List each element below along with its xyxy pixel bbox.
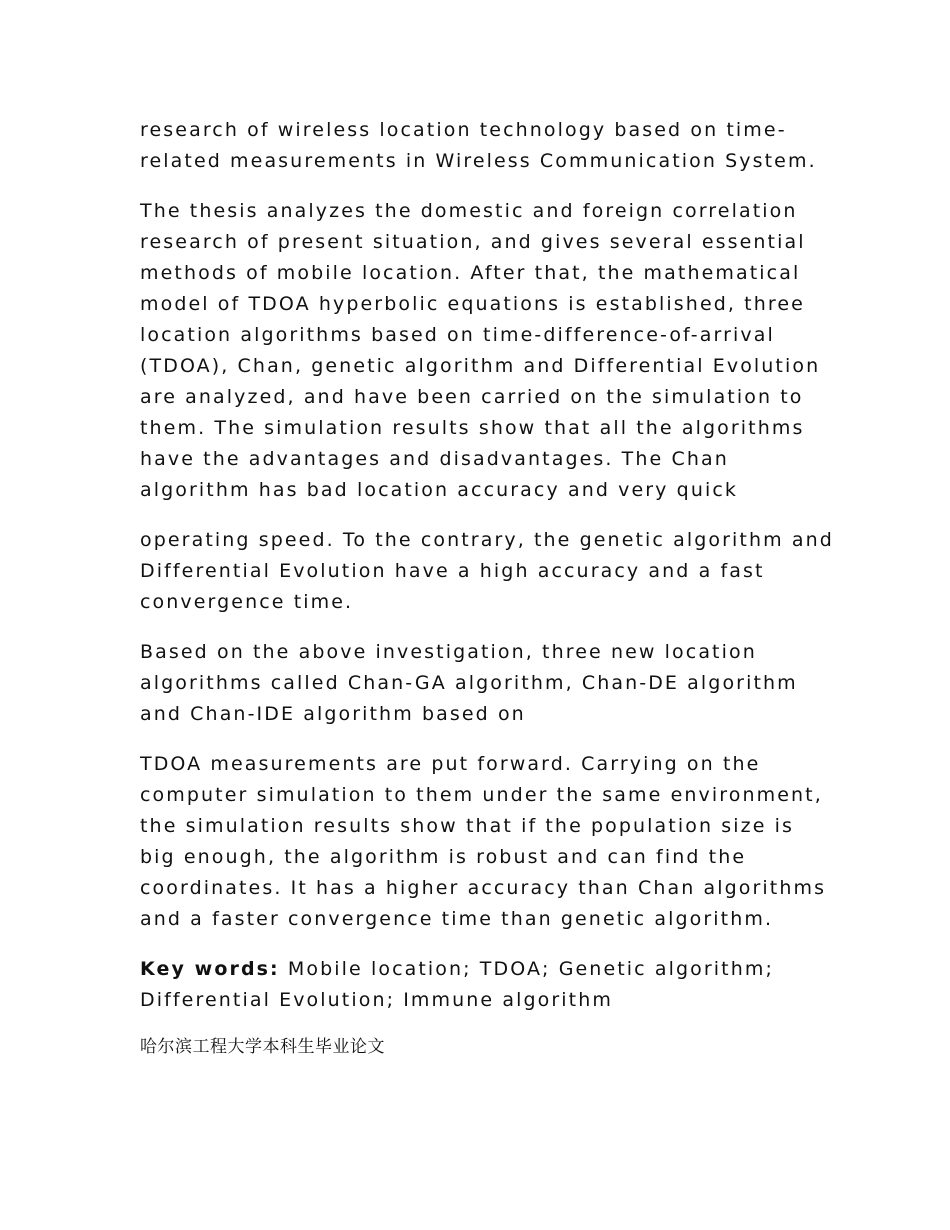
text-line: and Chan-IDE algorithm based on bbox=[140, 703, 526, 725]
text-line: coordinates. It has a higher accuracy than Chan algorithms bbox=[140, 877, 827, 899]
keywords-text: Differential Evolution; Immune algorithm bbox=[140, 989, 613, 1011]
keywords-text: Mobile location; TDOA; Genetic algorithm; bbox=[279, 958, 774, 980]
text-line: research of wireless location technology based on time- bbox=[140, 119, 787, 141]
page-content bbox=[140, 115, 834, 1059]
paragraph-4 bbox=[140, 637, 830, 730]
university-footer: 哈尔滨工程大学本科生毕业论文 bbox=[140, 1037, 385, 1057]
text-line: and a faster convergence time than genetic algorithm. bbox=[140, 908, 774, 930]
text-line: have the advantages and disadvantages. The Chan bbox=[140, 448, 729, 470]
text-line: operating speed. To the contrary, the genetic algorithm and bbox=[140, 529, 834, 551]
keywords-label: Key words: bbox=[140, 958, 280, 980]
paragraph-5 bbox=[140, 749, 830, 935]
text-line: research of present situation, and gives several essential bbox=[140, 231, 806, 253]
text-line: are analyzed, and have been carried on the simulation to bbox=[140, 386, 804, 408]
text-line: The thesis analyzes the domestic and foreign correlation bbox=[140, 200, 798, 222]
text-line: model of TDOA hyperbolic equations is established, three bbox=[140, 293, 805, 315]
text-line: (TDOA), Chan, genetic algorithm and Differential Evolution bbox=[140, 355, 821, 377]
keywords-line bbox=[140, 954, 830, 985]
text-line: them. The simulation results show that all the algorithms bbox=[140, 417, 805, 439]
text-line: location algorithms based on time-difference-of-arrival bbox=[140, 324, 775, 346]
text-line: algorithms called Chan-GA algorithm, Chan-DE algorithm bbox=[140, 672, 798, 694]
text-line: Differential Evolution have a high accuracy and a fast bbox=[140, 560, 765, 582]
paragraph-2 bbox=[140, 196, 830, 506]
text-line: Based on the above investigation, three new location bbox=[140, 641, 757, 663]
text-line: big enough, the algorithm is robust and can find the bbox=[140, 846, 747, 868]
text-line: the simulation results show that if the population size is bbox=[140, 815, 794, 837]
text-line: algorithm has bad location accuracy and very quick bbox=[140, 479, 738, 501]
paragraph-3 bbox=[140, 525, 834, 618]
text-line: TDOA measurements are put forward. Carrying on the bbox=[140, 753, 761, 775]
text-line: related measurements in Wireless Communication System. bbox=[140, 150, 817, 172]
text-line: computer simulation to them under the same environment, bbox=[140, 784, 823, 806]
text-line: methods of mobile location. After that, the mathematical bbox=[140, 262, 801, 284]
text-line: convergence time. bbox=[140, 591, 354, 613]
paragraph-1 bbox=[140, 115, 830, 177]
keywords-paragraph bbox=[140, 954, 830, 1016]
